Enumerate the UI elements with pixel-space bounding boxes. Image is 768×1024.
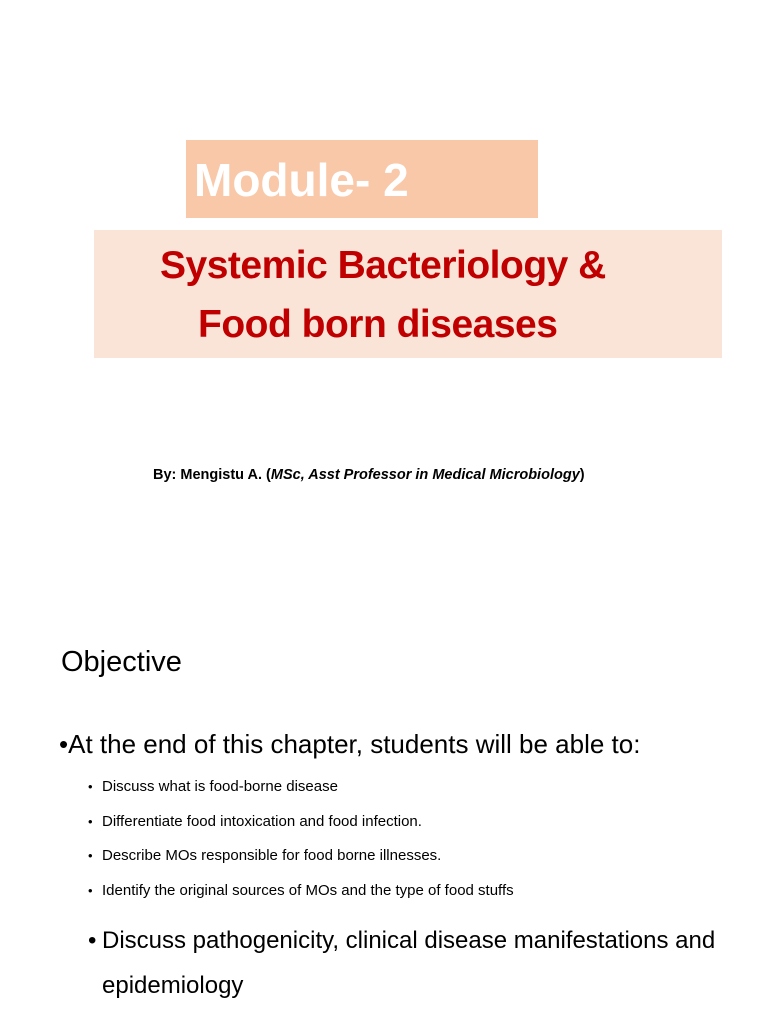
module-title: Module- 2 — [194, 154, 409, 206]
second-bullet-text: Discuss pathogenicity, clinical disease manifestations and epidemiology — [102, 927, 716, 999]
byline-suffix: ) — [579, 467, 585, 483]
sub-bullet-item: • Identify the original sources of MOs and the type of food stuffs — [88, 881, 514, 916]
author-byline — [153, 465, 585, 485]
byline-credentials: MSc, Asst Professor in Medical Microbiology — [270, 467, 580, 483]
main-bullet: •At the end of this chapter, students will be able to: — [59, 729, 641, 759]
second-bullet — [88, 918, 728, 1008]
objective-slide — [0, 590, 768, 1024]
byline-prefix: By: Mengistu A. ( — [153, 467, 271, 483]
main-bullet-text: At the end of this chapter, students will be able to: — [68, 729, 641, 759]
subtitle-line-2: Food born diseases — [198, 303, 558, 346]
objective-heading: Objective — [61, 646, 182, 678]
sub-bullet-item: • Differentiate food intoxication and food infection. — [88, 812, 514, 847]
sub-bullet-item: • Discuss what is food-borne disease — [88, 777, 514, 812]
objective-sub-list — [88, 777, 514, 915]
bullet-dot: • — [88, 927, 97, 954]
sub-bullet-item: • Describe MOs responsible for food borne illnesses. — [88, 846, 514, 881]
subtitle-line-1: Systemic Bacteriology & — [160, 244, 606, 287]
